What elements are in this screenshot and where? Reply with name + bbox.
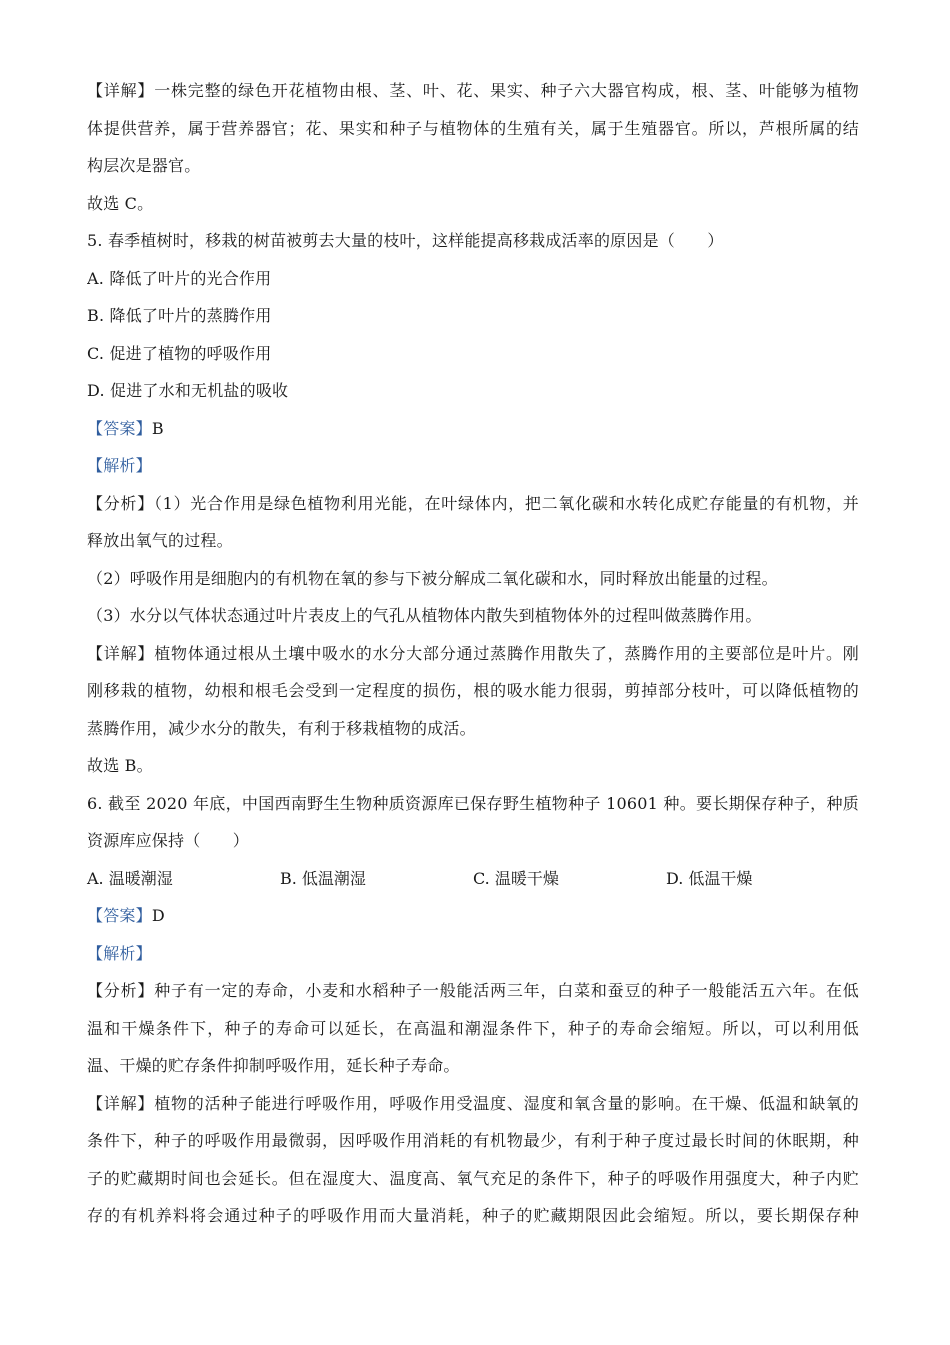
option-c: C. 促进了植物的呼吸作用 xyxy=(87,343,272,363)
detail-text: 植物体通过根从土壤中吸水的水分大部分通过蒸腾作用散失了，蒸腾作用的主要部位是叶片。刚 xyxy=(154,643,859,663)
fenxi-text: （1）光合作用是绿色植物利用光能，在叶绿体内，把二氧化碳和水转化成贮存能量的有机物，并 xyxy=(153,493,859,513)
paragraph-line: 刚移栽的植物，幼根和根毛会受到一定程度的损伤，根的吸水能力很弱，剪掉部分枝叶，可以降低植物的 xyxy=(87,681,859,700)
analysis-line xyxy=(87,935,859,973)
paragraph-line xyxy=(87,72,859,110)
options-row xyxy=(87,860,859,898)
paragraph-line: 条件下，种子的呼吸作用最微弱，因呼吸作用消耗的有机物最少，有利于种子度过最长时间的休眠期，种 xyxy=(87,1131,859,1150)
analysis-line xyxy=(87,447,859,485)
option-b: B. 降低了叶片的蒸腾作用 xyxy=(87,306,272,325)
paragraph-line: 温和干燥条件下，种子的寿命可以延长，在高温和潮湿条件下，种子的寿命会缩短。所以，可以利用低 xyxy=(87,1018,859,1038)
detail-text: 植物的活种子能进行呼吸作用，呼吸作用受温度、湿度和氧含量的影响。在干燥、低温和缺氧的 xyxy=(154,1093,859,1113)
detail-tag: 【详解】 xyxy=(87,1093,155,1113)
paragraph-line xyxy=(87,485,859,523)
paragraph-line: 存的有机养料将会通过种子的呼吸作用而大量消耗，种子的贮藏期限因此会缩短。所以，要长期保存种 xyxy=(87,1206,859,1225)
answer-tag: 【答案】 xyxy=(87,418,152,438)
option-c: C. 温暖干燥 xyxy=(473,868,559,888)
paragraph-line: 蒸腾作用，减少水分的散失，有利于移栽植物的成活。 xyxy=(87,718,476,738)
answer-line xyxy=(87,410,859,448)
paragraph-line: 构层次是器官。 xyxy=(87,156,201,175)
option-b: B. 低温潮湿 xyxy=(280,868,366,888)
detail-tag: 【详解】 xyxy=(87,81,155,100)
analysis-tag: 【解析】 xyxy=(87,943,152,963)
paragraph-line: 释放出氧气的过程。 xyxy=(87,531,233,550)
conclusion-line: 故选 B。 xyxy=(87,756,153,775)
question-stem: 资源库应保持（ ） xyxy=(87,831,250,850)
fenxi-tag: 【分析】 xyxy=(87,493,154,513)
paragraph-line: 温、干燥的贮存条件抑制呼吸作用，延长种子寿命。 xyxy=(87,1056,460,1075)
answer-tag: 【答案】 xyxy=(87,906,152,925)
analysis-tag: 【解析】 xyxy=(87,456,152,475)
paragraph-line xyxy=(87,635,859,673)
option-a: A. 降低了叶片的光合作用 xyxy=(87,268,272,288)
paragraph-line xyxy=(87,972,859,1010)
detail-text: 一株完整的绿色开花植物由根、茎、叶、花、果实、种子六大器官构成，根、茎、叶能够为植物 xyxy=(154,81,859,100)
answer-value: D xyxy=(151,906,165,925)
paragraph-line: （3）水分以气体状态通过叶片表皮上的气孔从植物体内散失到植物体外的过程叫做蒸腾作用。 xyxy=(87,606,762,625)
answer-line xyxy=(87,897,859,935)
document-page xyxy=(87,72,859,1235)
fenxi-tag: 【分析】 xyxy=(87,981,155,1000)
paragraph-line: 子的贮藏期时间也会延长。但在湿度大、温度高、氧气充足的条件下，种子的呼吸作用强度大，种子内贮 xyxy=(87,1168,859,1188)
paragraph-line: （2）呼吸作用是细胞内的有机物在氧的参与下被分解成二氧化碳和水，同时释放出能量的过程。 xyxy=(87,568,778,588)
paragraph-line xyxy=(87,1085,859,1123)
option-d: D. 低温干燥 xyxy=(666,868,753,888)
option-d: D. 促进了水和无机盐的吸收 xyxy=(87,381,289,400)
fenxi-text: 种子有一定的寿命，小麦和水稻种子一般能活两三年，白菜和蚕豆的种子一般能活五六年。在低 xyxy=(154,981,859,1000)
conclusion-line: 故选 C。 xyxy=(87,193,154,213)
question-stem: 5. 春季植树时，移栽的树苗被剪去大量的枝叶，这样能提高移栽成活率的原因是（ ） xyxy=(87,231,724,250)
paragraph-line: 体提供营养，属于营养器官；花、果实和种子与植物体的生殖有关，属于生殖器官。所以，芦根所属的结 xyxy=(87,118,859,138)
question-stem: 6. 截至 2020 年底，中国西南野生生物种质资源库已保存野生植物种子 10601 种。要长期保存种子，种质 xyxy=(87,793,859,813)
answer-value: B xyxy=(151,418,164,438)
option-a: A. 温暖潮湿 xyxy=(87,868,173,888)
detail-tag: 【详解】 xyxy=(87,643,155,663)
